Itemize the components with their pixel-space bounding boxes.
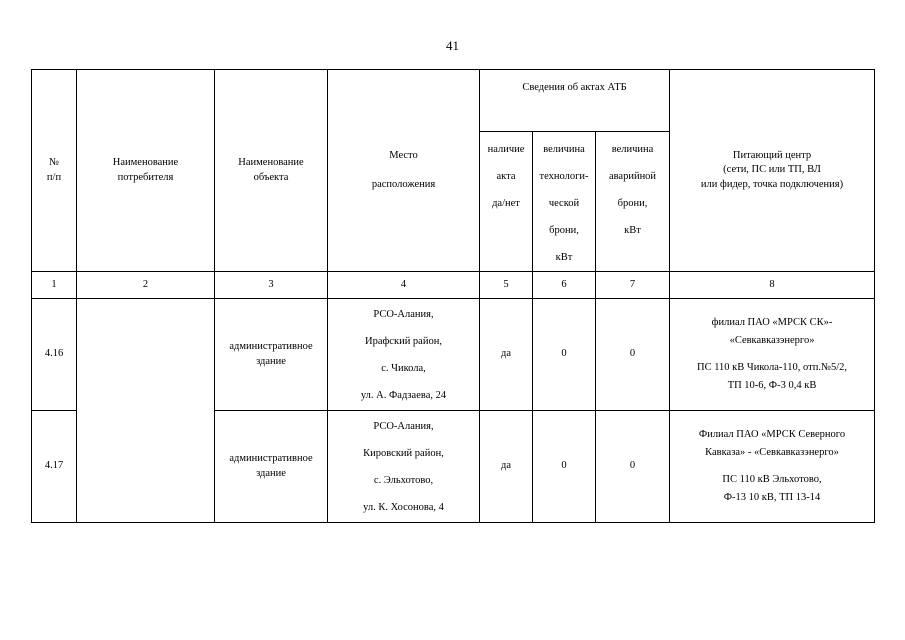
header-num: № п/п — [32, 70, 77, 272]
header-feed: Питающий центр (сети, ПС или ТП, ВЛ или фидер, точка подключения) — [670, 70, 875, 272]
column-number-row — [32, 272, 875, 299]
header-act: наличие акта да/нет — [480, 132, 533, 272]
header-atb-group: Сведения об актах АТБ — [480, 70, 670, 132]
row-num: 4.16 — [32, 299, 77, 411]
act-cell: да — [480, 411, 533, 523]
header-object: Наименование объекта — [215, 70, 328, 272]
location-cell: РСО-Алания, Ирафский район, с. Чикола, ул. А. Фадзаева, 24 — [328, 299, 480, 411]
consumer-cell — [77, 299, 215, 523]
col-number: 7 — [596, 272, 670, 299]
act-cell: да — [480, 299, 533, 411]
col-number: 6 — [533, 272, 596, 299]
row-num: 4.17 — [32, 411, 77, 523]
page-number: 41 — [446, 38, 459, 53]
object-cell: административное здание — [215, 299, 328, 411]
header-consumer: Наименование потребителя — [77, 70, 215, 272]
emergency-reserve-cell: 0 — [596, 411, 670, 523]
tech-reserve-cell: 0 — [533, 299, 596, 411]
header-emergency-reserve: величина аварийной брони, кВт — [596, 132, 670, 272]
table-row — [32, 299, 875, 411]
header-location: Место расположения — [328, 70, 480, 272]
col-number: 8 — [670, 272, 875, 299]
feed-cell: филиал ПАО «МРСК СК»- «Севкавказэнерго» ПС 110 кВ Чикола-110, отп.№5/2, ТП 10-6, Ф-3 0,4 кВ — [670, 299, 875, 411]
col-number: 4 — [328, 272, 480, 299]
location-cell: РСО-Алания, Кировский район, с. Эльхотово, ул. К. Хосонова, 4 — [328, 411, 480, 523]
object-cell: административное здание — [215, 411, 328, 523]
header-row-group — [32, 70, 875, 132]
col-number: 5 — [480, 272, 533, 299]
col-number: 3 — [215, 272, 328, 299]
tech-reserve-cell: 0 — [533, 411, 596, 523]
emergency-reserve-cell: 0 — [596, 299, 670, 411]
feed-cell: Филиал ПАО «МРСК Северного Кавказа» - «Севкавказэнерго» ПС 110 кВ Эльхотово, Ф-13 10 кВ, ТП 13-14 — [670, 411, 875, 523]
col-number: 2 — [77, 272, 215, 299]
header-tech-reserve: величина технологи- ческой брони, кВт — [533, 132, 596, 272]
col-number: 1 — [32, 272, 77, 299]
atb-table — [31, 69, 875, 523]
